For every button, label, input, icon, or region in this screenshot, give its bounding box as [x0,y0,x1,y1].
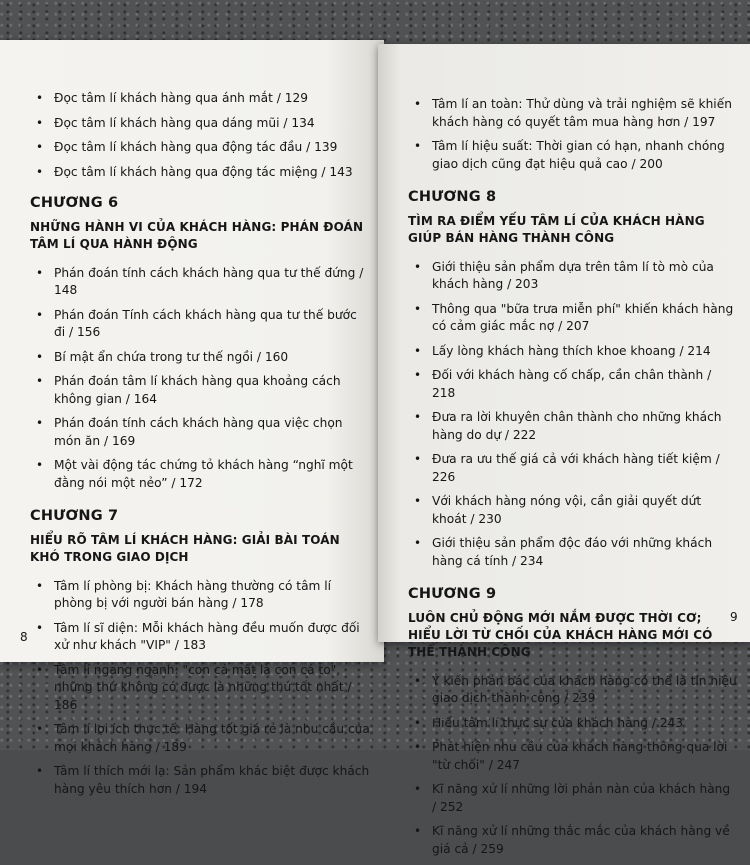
chapter-8-title: CHƯƠNG 8 [408,189,497,205]
right-page [378,44,750,856]
left-page-content [30,90,370,805]
bullet-icon: • [414,301,422,316]
chapter-7-list [30,578,370,799]
bullet-icon: • [36,265,44,280]
list-item: • Thông qua "bữa trưa miễn phí" khiến khách hàng có cảm giác mắc nợ / 207 [414,301,734,333]
list-item: • Tâm lí lợi ích thực tế: Hàng tốt giá rẻ là nhu cầu của mọi khách hàng / 189 [36,722,370,754]
bullet-icon: • [36,662,44,677]
list-item: • Đọc tâm lí khách hàng qua ánh mắt / 129 [30,90,370,108]
chapter-6-title: CHƯƠNG 6 [30,195,119,211]
list-item: • Hiểu tâm lí thực sự của khách hàng / 243 [408,715,738,733]
list-item: • Đưa ra lời khuyên chân thành cho những khách hàng do dự / 222 [414,410,722,442]
bullet-icon: • [414,740,422,754]
list-item: • Kĩ năng xử lí những lời phản nàn của khách hàng / 252 [414,782,731,814]
bullet-icon: • [414,97,422,111]
page-number-right: 9 [730,610,738,624]
list-item: • Tâm lí an toàn: Thử dùng và trải nghiệm sẽ khiến khách hàng có quyết tâm mua hàng hơn / 197 [414,97,732,129]
list-item: • Bí mật ẩn chứa trong tư thế ngồi / 160 [30,349,370,367]
list-item: • Phán đoán tính cách khách hàng qua việc chọn món ăn / 169 [36,416,343,448]
list-item: • Phát hiện nhu cầu của khách hàng thông qua lời "từ chối" / 247 [414,740,728,772]
list-item: • Tâm lí hiệu suất: Thời gian có hạn, nhanh chóng giao dịch cũng đạt hiệu quả cao / 200 [414,139,725,171]
list-item: • Đối với khách hàng cố chấp, cần chân thành / 218 [414,368,712,400]
chapter-9-title: CHƯƠNG 9 [408,586,497,602]
list-item: • Một vài động tác chứng tỏ khách hàng “nghĩ một đằng nói một nẻo” / 172 [36,458,353,490]
list-item: • Giới thiệu sản phẩm dựa trên tâm lí tò mò của khách hàng / 203 [414,259,714,291]
bullet-icon: • [414,673,422,688]
chapter-8-list [408,259,738,571]
list-item: • Tâm lí sĩ diện: Mỗi khách hàng đều muốn được đối xử như khách "VIP" / 183 [36,620,360,652]
bullet-icon: • [414,536,422,550]
bullet-icon: • [36,349,44,364]
bullet-icon: • [414,139,422,153]
bullet-icon: • [36,307,44,322]
list-item: • Tâm lí thích mới lạ: Sản phẩm khác biệt được khách hàng yêu thích hơn / 194 [36,764,370,796]
bullet-icon: • [414,452,422,466]
bullet-icon: • [36,164,44,179]
list-item: • Đọc tâm lí khách hàng qua động tác miệng / 143 [30,164,370,182]
left-intro-list [30,90,370,181]
list-item: • Tâm lí phòng bị: Khách hàng thường có tâm lí phòng bị với người bán hàng / 178 [36,578,332,610]
bullet-icon: • [414,410,422,424]
list-item: • Đưa ra ưu thế giá cả với khách hàng tiết kiệm / 226 [414,452,720,484]
page-number-left: 8 [20,630,28,644]
bullet-icon: • [414,259,422,274]
list-item: • Lấy lòng khách hàng thích khoe khoang / 214 [408,343,738,361]
bullet-icon: • [36,91,44,105]
bullet-icon: • [414,782,422,796]
right-intro-list [408,96,738,173]
chapter-6-subtitle: NHỮNG HÀNH VI CỦA KHÁCH HÀNG: PHÁN ĐOÁN TÂM LÍ QUA HÀNH ĐỘNG [30,219,364,251]
bullet-icon: • [414,343,422,358]
list-item: • Đọc tâm lí khách hàng qua dáng mũi / 134 [30,115,370,133]
bullet-icon: • [36,764,44,778]
list-item: • Đọc tâm lí khách hàng qua động tác đầu / 139 [30,139,370,157]
bullet-icon: • [36,620,44,635]
chapter-7-title: CHƯƠNG 7 [30,508,119,524]
chapter-6-list [30,265,370,493]
bullet-icon: • [36,140,44,154]
bullet-icon: • [36,578,44,593]
chapter-8-subtitle: TÌM RA ĐIỂM YẾU TÂM LÍ CỦA KHÁCH HÀNG GIÚP BÁN HÀNG THÀNH CÔNG [408,213,705,245]
bullet-icon: • [414,824,422,838]
bullet-icon: • [36,458,44,472]
list-item: • Phán đoán tính cách khách hàng qua tư thế đứng / 148 [36,265,364,297]
list-item: • Phán đoán tâm lí khách hàng qua khoảng cách không gian / 164 [36,374,341,406]
list-item: • Ý kiến phản bác của khách hàng có thể là tín hiệu giao dịch thành công / 239 [414,673,737,705]
chapter-9-list [408,673,738,859]
bullet-icon: • [36,722,44,736]
list-item: • Tâm lí ngang ngạnh: "con cá mất là con cá to", những thứ không có được là những thứ tốt nhất / 186 [36,662,352,712]
bullet-icon: • [36,115,44,130]
left-page [0,40,384,796]
bullet-icon: • [414,368,422,382]
bullet-icon: • [414,494,422,508]
list-item: • Giới thiệu sản phẩm độc đáo với những khách hàng cá tính / 234 [414,536,713,568]
list-item: • Kĩ năng xử lí những thắc mắc của khách hàng về giá cả / 259 [414,824,730,856]
bullet-icon: • [414,715,422,730]
list-item: • Phán đoán Tính cách khách hàng qua tư thế bước đi / 156 [36,307,357,339]
bullet-icon: • [36,374,44,388]
list-item: • Với khách hàng nóng vội, cần giải quyết dứt khoát / 230 [414,494,702,526]
chapter-7-subtitle: HIỂU RÕ TÂM LÍ KHÁCH HÀNG: GIẢI BÀI TOÁN KHÓ TRONG GIAO DỊCH [30,532,340,564]
bullet-icon: • [36,416,44,430]
chapter-9-subtitle: LUÔN CHỦ ĐỘNG MỚI NẮM ĐƯỢC THỜI CƠ; HIỂU LỜI TỪ CHỐI CỦA KHÁCH HÀNG MỚI CÓ THỂ THÀNH CÔNG [408,610,713,659]
